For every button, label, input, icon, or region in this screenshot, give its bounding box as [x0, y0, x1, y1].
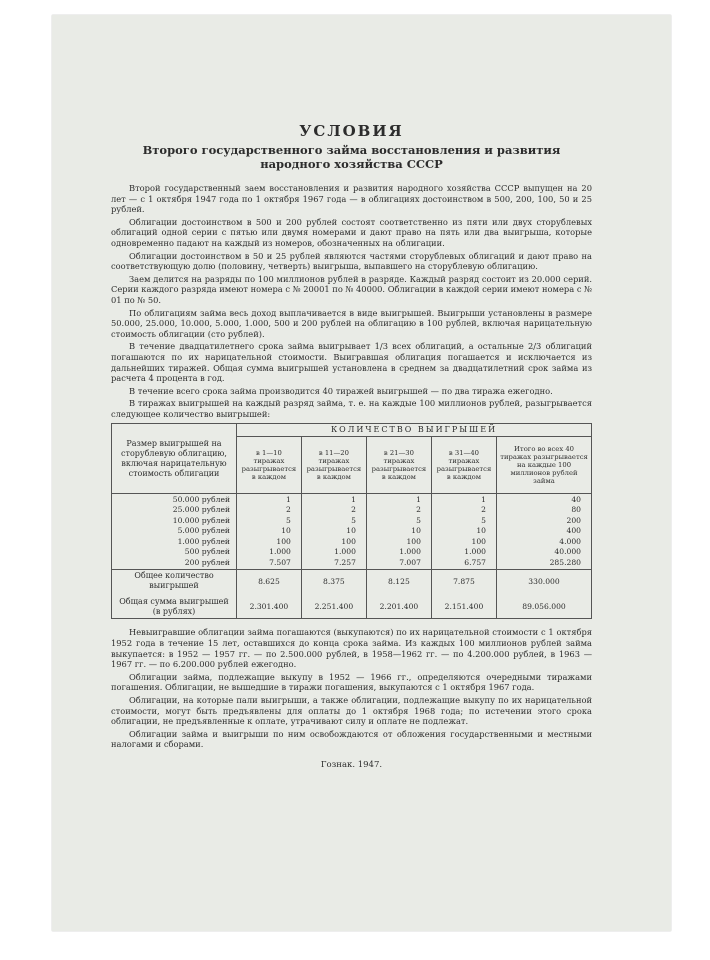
document-subtitle [111, 143, 592, 171]
prize-labels [112, 493, 237, 570]
prize-rows [112, 493, 592, 570]
column-header: в 11—20 тиражах разыгрывается в каждом [301, 436, 366, 493]
table-cell: 100 [341, 536, 356, 546]
table-cell: 1 [286, 494, 291, 504]
table-cell: 2.251.400 [314, 602, 354, 612]
paragraph: Невыигравшие облигации займа погашаются (выкупаются) по их нарицательной стоимости с 1 октября 1952 года в течение 15 лет, оставшихся до конца срока займа. Из каждых 100 миллионов рублей займа выкупается: в 1952 — 1957 гг. — по 2.500.000 рублей, в 1958—1962 гг. — по 4.200.000 рублей, в 1963 — 1967 гг. — по 6.200.000 рублей ежегодно. [111, 627, 592, 670]
totals-column [497, 570, 592, 619]
conditions-text [111, 122, 592, 770]
prize-count-group-header: КОЛИЧЕСТВО ВЫИГРЫШЕЙ [237, 424, 592, 436]
prize-label: 500 рублей [184, 547, 230, 557]
table-cell: 1 [481, 494, 486, 504]
table-cell: 200 [566, 515, 581, 525]
totals-column [366, 570, 431, 619]
paragraph: По облигациям займа весь доход выплачивается в виде выигрышей. Выигрыши установлены в размере 50.000, 25.000, 10.000, 5.000, 1.000, 500 и 200 рублей на облигацию в 100 рублей, включая нарицательную стоимость облигации (сто рублей). [111, 307, 592, 339]
table-cell: 40.000 [554, 547, 581, 557]
table-cell: 8.625 [258, 576, 280, 586]
table-cell: 100 [471, 536, 486, 546]
table-cell: 100 [276, 536, 291, 546]
table-cell: 7.007 [399, 557, 421, 567]
column-header: в 1—10 тиражах разыгрывается в каждом [237, 436, 302, 493]
table-cell: 8.375 [323, 576, 345, 586]
table-cell: 2 [416, 505, 421, 515]
table-cell: 10 [346, 526, 356, 536]
prize-label: 50.000 рублей [172, 494, 230, 504]
prize-column-1-10 [237, 493, 302, 570]
table-cell: 7.257 [334, 557, 356, 567]
prize-column-total [497, 493, 592, 570]
table-cell: 2 [351, 505, 356, 515]
table-cell: 100 [406, 536, 421, 546]
paragraph: Облигации достоинством в 50 и 25 рублей являются частями сторублевых облигаций и дают право на соответствующую долю (половину, четверть) выигрыша, выпавшего на сторублевую облигацию. [111, 250, 592, 272]
subtitle-line-2: народного хозяйства СССР [260, 157, 443, 171]
table-cell: 2 [481, 505, 486, 515]
table-cell: 4.000 [559, 536, 581, 546]
prize-label: 5.000 рублей [177, 526, 230, 536]
table-cell: 80 [571, 505, 581, 515]
table-cell: 400 [566, 526, 581, 536]
prize-column-21-30 [366, 493, 431, 570]
table-cell: 2.201.400 [379, 602, 419, 612]
totals-column [431, 570, 496, 619]
paragraph: В тиражах выигрышей на каждый разряд займа, т. е. на каждые 100 миллионов рублей, разыгрывается следующее количество выигрышей: [111, 398, 592, 419]
table-cell: 10 [476, 526, 486, 536]
prize-label: 25.000 рублей [172, 505, 230, 515]
table-cell: 330.000 [528, 576, 560, 586]
printer-imprint: Гознак. 1947. [320, 759, 383, 770]
prize-size-header: Размер выигрышей на сторублевую облигацию, включая нарицательную стоимость облигации [112, 424, 237, 493]
total-count-label: Общее количество выигрышей [134, 571, 214, 591]
table-cell: 1.000 [464, 547, 486, 557]
table-cell: 285.280 [549, 557, 581, 567]
paragraph: В течение двадцатилетнего срока займа выигрывает 1/3 всех облигаций, а остальные 2/3 облигаций погашаются по их нарицательной стоимости. Выигравшая облигация погашается и исключается из дальнейших тиражей. Общая сумма выигрышей установлена в среднем за двадцатилетний срок займа из расчета 4 процента в год. [111, 341, 592, 384]
bond-reverse-sheet [52, 15, 671, 931]
prize-table [111, 423, 592, 619]
prize-column-11-20 [301, 493, 366, 570]
prize-label: 10.000 рублей [172, 515, 230, 525]
subtitle-line-1: Второго государственного займа восстановления и развития [142, 143, 561, 157]
totals-labels [112, 570, 237, 619]
totals-column [301, 570, 366, 619]
paragraph: В течение всего срока займа производится 40 тиражей выигрышей — по два тиража ежегодно. [129, 385, 553, 396]
table-cell: 2.151.400 [444, 602, 484, 612]
paragraph: Заем делится на разряды по 100 миллионов рублей в разряде. Каждый разряд состоит из 20.000 серий. Серии каждого разряда имеют номера с № 20001 по № 40000. Облигации в каждой серии имеют номера с № 01 по № 50. [111, 273, 592, 305]
prize-label: 1.000 рублей [177, 536, 230, 546]
paragraph: Облигации, на которые пали выигрыши, а также облигации, подлежащие выкупу по их нарицательной стоимости, могут быть предъявлены для оплаты до 1 октября 1968 года; по истечении этого срока облигации, не предъявленные к оплате, утрачивают силу и оплате не подлежат. [111, 694, 592, 727]
paragraph: Облигации займа, подлежащие выкупу в 1952 — 1966 гг., определяются очередными тиражами погашения. Облигации, не вышедшие в тиражи погашения, выкупаются с 1 октября 1967 года. [111, 671, 592, 693]
column-header-total: Итого во всех 40 тиражах разыгрывается на каждые 100 миллионов рублей займа [497, 436, 592, 493]
table-cell: 5 [286, 515, 291, 525]
table-cell: 1.000 [334, 547, 356, 557]
table-cell: 10 [281, 526, 291, 536]
table-cell: 2 [286, 505, 291, 515]
totals-column [237, 570, 302, 619]
table-cell: 5 [351, 515, 356, 525]
table-cell: 8.125 [388, 576, 410, 586]
paragraph: Облигации займа и выигрыши по ним освобождаются от обложения государственными и местными налогами и сборами. [111, 728, 592, 750]
table-cell: 2.301.400 [249, 602, 289, 612]
column-header: в 21—30 тиражах разыгрывается в каждом [366, 436, 431, 493]
table-cell: 5 [481, 515, 486, 525]
table-cell: 6.757 [464, 557, 486, 567]
table-cell: 1.000 [269, 547, 291, 557]
table-cell: 1 [416, 494, 421, 504]
paragraph: Второй государственный заем восстановления и развития народного хозяйства СССР выпущен на 20 лет — с 1 октября 1947 года по 1 октября 1967 года — в облигациях достоинством в 500, 200, 100, 50 и 25 рублей. [111, 183, 592, 215]
paragraph: Облигации достоинством в 500 и 200 рублей состоят соответственно из пяти или двух сторублевых облигаций одной серии с пятью или двумя номерами и дают право на пять или два выигрыша, которые одновременно падают на каждый из номеров, обозначенных на облигации. [111, 216, 592, 248]
column-header: в 31—40 тиражах разыгрывается в каждом [431, 436, 496, 493]
totals-row [112, 570, 592, 619]
table-cell: 10 [411, 526, 421, 536]
document-title: УСЛОВИЯ [299, 122, 404, 140]
table-cell: 1.000 [399, 547, 421, 557]
prize-label: 200 рублей [184, 557, 230, 567]
table-cell: 7.875 [453, 576, 475, 586]
table-cell: 7.507 [269, 557, 291, 567]
total-sum-label: Общая сумма выигрышей (в рублях) [119, 597, 229, 617]
prize-column-31-40 [431, 493, 496, 570]
table-cell: 40 [571, 494, 581, 504]
table-cell: 89.056.000 [522, 602, 566, 612]
table-cell: 1 [351, 494, 356, 504]
table-cell: 5 [416, 515, 421, 525]
